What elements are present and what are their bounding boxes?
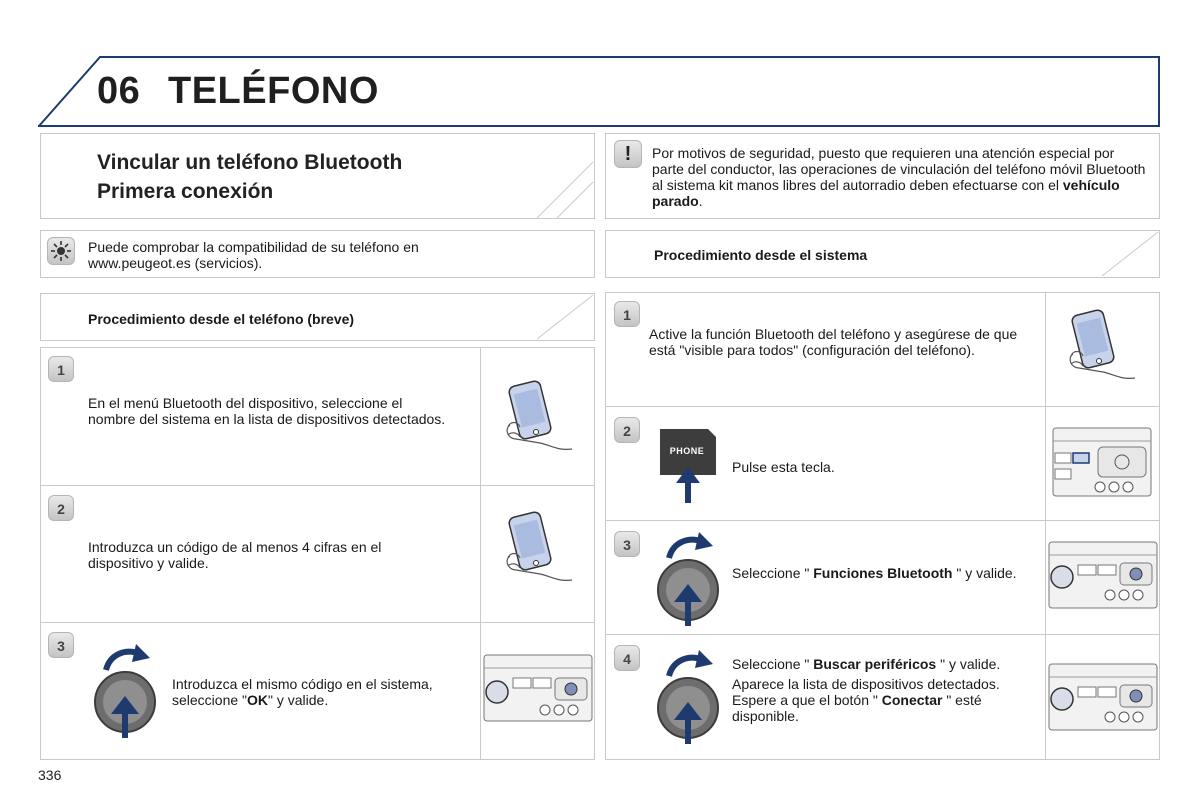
chapter-title: TELÉFONO [168, 70, 379, 112]
left-procedure-title: Procedimiento desde el teléfono (breve) [88, 311, 355, 327]
step-number: 3 [614, 531, 640, 557]
corner-decoration [535, 160, 595, 220]
step-number: 3 [48, 632, 74, 658]
radio-panel-icon [1048, 663, 1158, 731]
radio-panel-icon [1052, 427, 1152, 497]
rotary-knob-press-icon [655, 646, 725, 748]
phone-key-label: PHONE [669, 446, 705, 456]
step-number: 1 [48, 356, 74, 382]
warning-text: Por motivos de seguridad, puesto que requieren una atención especial por parte del conductor, las operaciones de vinculación del teléfono móvil Bluetooth al sistema kit manos libres del autorradio deben efectuarse con el vehículo parado. [652, 145, 1146, 209]
right-step4-text: Seleccione " Buscar periféricos " y valide. Aparece la lista de dispositivos detectados. Espere a que el botón " Conectar " esté disponible. [732, 656, 1001, 724]
intro-title-line1: Vincular un teléfono Bluetooth [97, 151, 403, 174]
step-number: 4 [614, 645, 640, 671]
right-step2-text: Pulse esta tecla. [732, 459, 835, 475]
step-number: 2 [614, 417, 640, 443]
tip-text: Puede comprobar la compatibilidad de su teléfono en www.peugeot.es (servicios). [88, 239, 419, 271]
right-step3-text: Seleccione " Funciones Bluetooth " y valide. [732, 565, 1017, 581]
rotary-knob-press-icon [92, 640, 162, 742]
tip-light-icon [47, 237, 75, 265]
corner-decoration [1100, 230, 1160, 278]
intro-title-line2: Primera conexión [97, 180, 274, 203]
radio-panel-icon [483, 654, 593, 722]
radio-panel-icon [1048, 541, 1158, 609]
right-step1-text: Active la función Bluetooth del teléfono y asegúrese de que está "visible para todos" (configuración del teléfono). [649, 326, 1018, 358]
phone-in-hand-icon [1063, 306, 1143, 386]
phone-in-hand-icon [500, 377, 580, 457]
page-number: 336 [38, 767, 62, 783]
rotary-knob-press-icon [655, 528, 725, 630]
left-step1-text: En el menú Bluetooth del dispositivo, seleccione el nombre del sistema en la lista de dispositivos detectados. [88, 395, 446, 427]
step-number: 1 [614, 301, 640, 327]
phone-key-icon [658, 429, 718, 475]
left-step2-text: Introduzca un código de al menos 4 cifras en el dispositivo y valide. [88, 539, 382, 571]
corner-decoration [535, 293, 595, 341]
phone-in-hand-icon [500, 508, 580, 588]
left-step3-text: Introduzca el mismo código en el sistema, seleccione "OK" y valide. [172, 676, 433, 708]
warning-icon: ! [614, 140, 642, 168]
right-procedure-title: Procedimiento desde el sistema [654, 247, 868, 263]
chapter-number: 06 [97, 70, 141, 112]
step-number: 2 [48, 495, 74, 521]
